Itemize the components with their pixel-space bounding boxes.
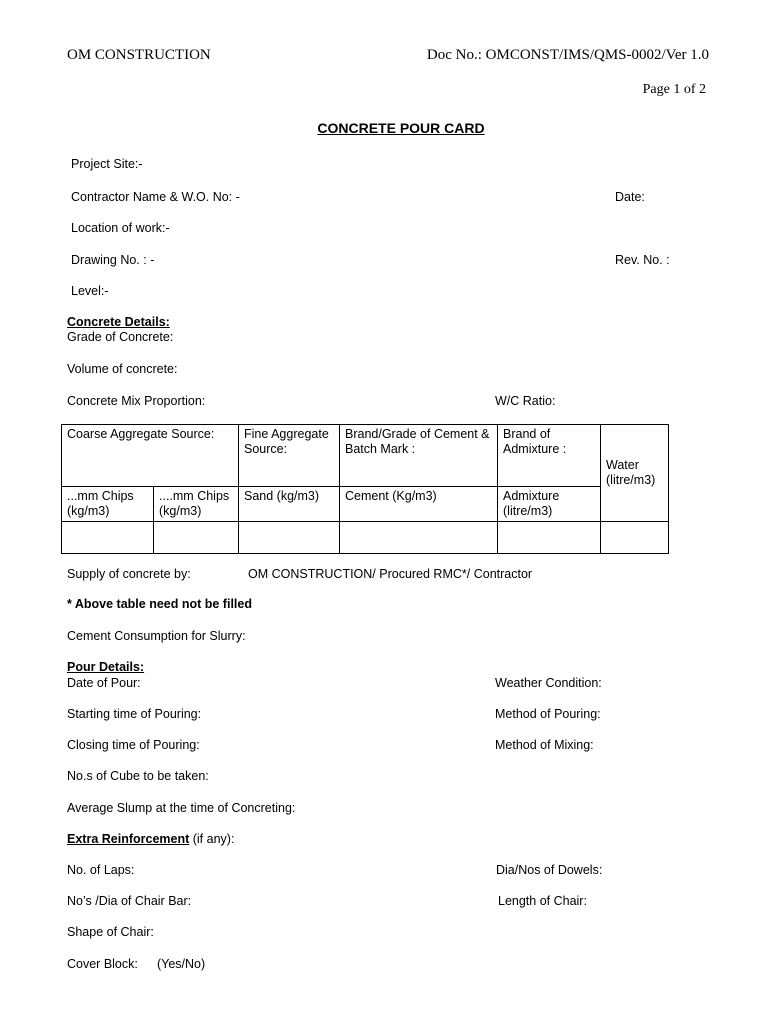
concrete-details-heading: Concrete Details:	[67, 315, 170, 329]
slump-label: Average Slump at the time of Concreting:	[67, 801, 296, 815]
cement-cell[interactable]	[340, 522, 498, 554]
water-cell[interactable]	[601, 522, 669, 554]
date-of-pour-label: Date of Pour:	[67, 676, 141, 690]
page-number: Page 1 of 2	[642, 82, 706, 97]
water-header: Water (litre/m3)	[601, 425, 669, 522]
document-number: Doc No.: OMCONST/IMS/QMS-0002/Ver 1.0	[426, 47, 709, 63]
chair-shape-label: Shape of Chair:	[67, 925, 154, 939]
dowels-label: Dia/Nos of Dowels:	[496, 863, 603, 877]
level-label: Level:-	[71, 284, 109, 298]
chips2-header: ....mm Chips (kg/m3)	[154, 487, 239, 522]
chair-bar-label: No’s /Dia of Chair Bar:	[67, 894, 192, 908]
coarse-source-header: Coarse Aggregate Source:	[62, 425, 239, 487]
mix-proportion-label: Concrete Mix Proportion:	[67, 394, 206, 408]
table-note: * Above table need not be filled	[67, 597, 252, 611]
sand-header: Sand (kg/m3)	[239, 487, 340, 522]
cover-block-label: Cover Block:	[67, 957, 138, 971]
document-title: CONCRETE POUR CARD	[317, 120, 485, 136]
chips1-header: ...mm Chips (kg/m3)	[62, 487, 154, 522]
rev-no-label: Rev. No. :	[615, 253, 670, 267]
drawing-no-label: Drawing No. : -	[71, 253, 155, 267]
start-time-label: Starting time of Pouring:	[67, 707, 202, 721]
grade-label: Grade of Concrete:	[67, 330, 174, 344]
pour-details-heading: Pour Details:	[67, 660, 145, 674]
cement-header: Cement (Kg/m3)	[340, 487, 498, 522]
cover-block-options: (Yes/No)	[157, 957, 206, 971]
project-site-label: Project Site:-	[71, 157, 143, 171]
method-mixing-label: Method of Mixing:	[495, 738, 594, 752]
company-name: OM CONSTRUCTION	[67, 47, 211, 63]
volume-label: Volume of concrete:	[67, 362, 178, 376]
wc-ratio-label: W/C Ratio:	[495, 394, 556, 408]
supply-value: OM CONSTRUCTION/ Procured RMC*/ Contractor	[248, 567, 533, 581]
date-label: Date:	[615, 190, 645, 204]
mix-table	[61, 424, 669, 554]
laps-label: No. of Laps:	[67, 863, 135, 877]
contractor-label: Contractor Name & W.O. No: -	[71, 190, 240, 204]
chair-length-label: Length of Chair:	[498, 894, 587, 908]
closing-time-label: Closing time of Pouring:	[67, 738, 200, 752]
admixture-header: Admixture (litre/m3)	[498, 487, 601, 522]
admixture-cell[interactable]	[498, 522, 601, 554]
cement-brand-header: Brand/Grade of Cement & Batch Mark :	[340, 425, 498, 487]
supply-label: Supply of concrete by:	[67, 567, 191, 581]
cubes-label: No.s of Cube to be taken:	[67, 769, 209, 783]
extra-reinforcement-suffix: (if any):	[189, 832, 235, 846]
weather-label: Weather Condition:	[495, 676, 602, 690]
method-pouring-label: Method of Pouring:	[495, 707, 601, 721]
fine-source-header: Fine Aggregate Source:	[239, 425, 340, 487]
admixture-brand-header: Brand of Admixture :	[498, 425, 601, 487]
slurry-label: Cement Consumption for Slurry:	[67, 629, 246, 643]
extra-reinforcement-title: Extra Reinforcement	[67, 832, 190, 846]
location-label: Location of work:-	[71, 221, 170, 235]
sand-cell[interactable]	[239, 522, 340, 554]
chips1-cell[interactable]	[62, 522, 154, 554]
chips2-cell[interactable]	[154, 522, 239, 554]
extra-reinforcement-heading	[67, 832, 234, 846]
